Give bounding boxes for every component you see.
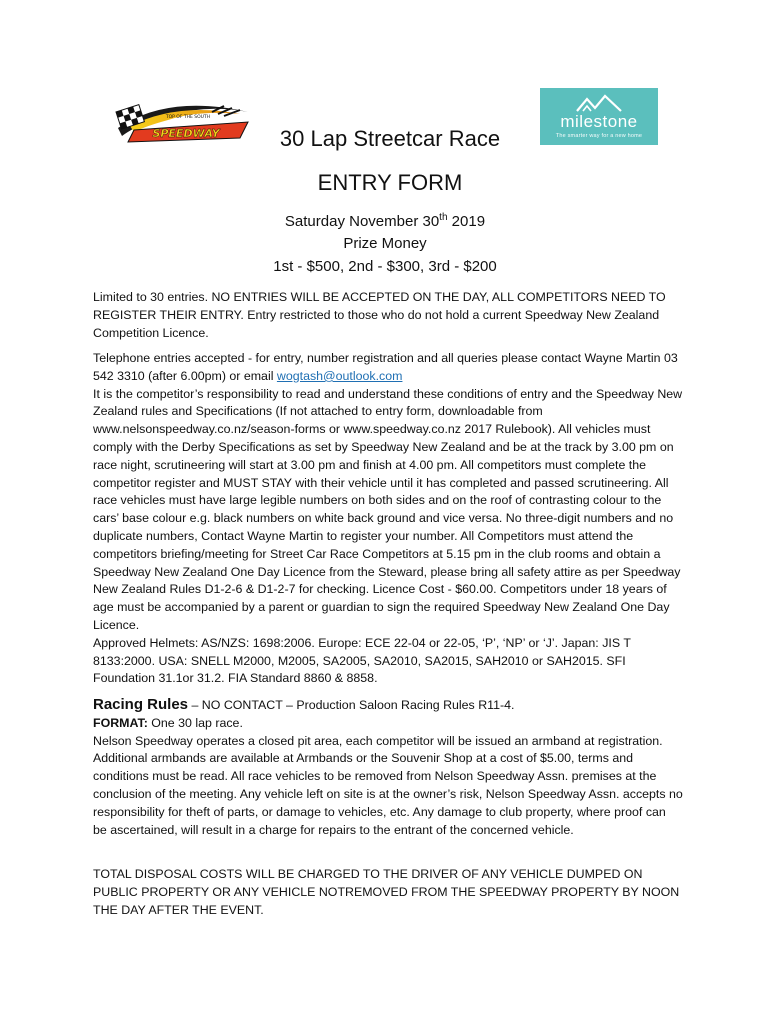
svg-text:TOP OF THE SOUTH: TOP OF THE SOUTH [165, 115, 211, 120]
entry-limit-paragraph: Limited to 30 entries. NO ENTRIES WILL BE ACCEPTED ON THE DAY, ALL COMPETITORS NEED TO REGISTER THEIR ENTRY. Entry restricted to those who do not hold a current Speedway New Zealand Competition Licence. [93, 290, 666, 340]
event-date-year: 2019 [447, 213, 486, 230]
format-text: One 30 lap race. [147, 715, 243, 730]
format-label: FORMAT: [93, 715, 148, 730]
page-subtitle: ENTRY FORM [317, 170, 463, 195]
page-title: 30 Lap Streetcar Race [279, 126, 501, 151]
contact-email-link[interactable]: wogtash@outlook.com [276, 368, 403, 383]
milestone-tagline: The smarter way for a new home [555, 133, 643, 139]
event-date-sup: th [439, 212, 448, 223]
responsibility-text: It is the competitor’s responsibility to read and understand these conditions of entry and the Speedway New Zealand rules and Specifications (If not attached to entry form, downloadable from www.nelsonspeedway.co.nz/season-forms or www.speedway.co.nz 2017 Rulebook). All vehicles must comply with the Derby Specifications as set by Speedway New Zealand and be at the track by 3.00 pm on race night, scrutineering will start at 3.00 pm and finish at 4.00 pm. All competitors must complete the competitor register and MUST STAY with their vehicle until it has completed and passed scrutineering. All race vehicles must have large legible numbers on both sides and on the roof of contrasting colour to the cars’ base colour e.g. black numbers on white back ground and vice versa. No three-digit numbers and no duplicate numbers, Contact Wayne Martin to register your number. All Competitors must attend the competitors briefing/meeting for Street Car Race Competitors at 5.15 pm in the club rooms and obtain a Speedway New Zealand One Day Licence from the Steward, please bring all safety attire as per Speedway New Zealand Rules D1-2-6 & D1-2-7 for checking. Licence Cost - $60.00. Competitors under 18 years of age must be accompanied by a parent or guardian to sign the required Speedway New Zealand One Day Licence. [93, 386, 683, 632]
contact-text: Telephone entries accepted - for entry, number registration and all queries please contact Wayne Martin 03 542 3310 (after 6.00pm) or email [93, 351, 678, 383]
prize-list: 1st - $500, 2nd - $300, 3rd - $200 [273, 258, 497, 275]
event-date-prefix: Saturday November 30 [284, 213, 440, 230]
speedway-logo-text: SPEEDWAY [152, 127, 220, 140]
pit-area-text: Nelson Speedway operates a closed pit area, each competitor will be issued an armband at registration. Additional armbands are available at Armbands or the Souvenir Shop at a cost of $5.00, terms and conditions must be read. All race vehicles to be removed from Nelson Speedway Assn. premises at the conclusion of the meeting. Any vehicle left on site is at the owner’s risk, Nelson Speedway Assn. accepts no responsibility for theft of parts, or damage to vehicles, etc. Any damage to club property, where proof can be ascertained, will result in a charge for repairs to the entrant of the concerned vehicle. [93, 733, 683, 837]
mountain-icon [575, 94, 623, 112]
racing-rules-heading: Racing Rules [93, 696, 189, 713]
helmets-text: Approved Helmets: AS/NZS: 1698:2006. Europe: ECE 22-04 or 22-05, ‘P’, ‘NP’ or ‘J’. Japan: JIS T 8133:2000. USA: SNELL M2000, M2005, SA2005, SA2010, SA2015, SAH2010 or SAH2015. SFI Foundation 31.1or 31.2. FIA Standard 8860 & 8858. [93, 635, 631, 686]
event-date [0, 212, 770, 230]
racing-rules-text: – NO CONTACT – Production Saloon Racing Rules R11-4. [188, 698, 515, 712]
disposal-paragraph: TOTAL DISPOSAL COSTS WILL BE CHARGED TO THE DRIVER OF ANY VEHICLE DUMPED ON PUBLIC PROPERTY OR ANY VEHICLE NOTREMOVED FROM THE SPEEDWAY PROPERTY BY NOON THE DAY AFTER THE EVENT. [93, 867, 680, 917]
racing-rules-paragraph [93, 696, 683, 839]
prize-heading: Prize Money [343, 235, 427, 252]
milestone-wordmark: milestone [560, 112, 638, 131]
conditions-paragraph [93, 350, 683, 688]
